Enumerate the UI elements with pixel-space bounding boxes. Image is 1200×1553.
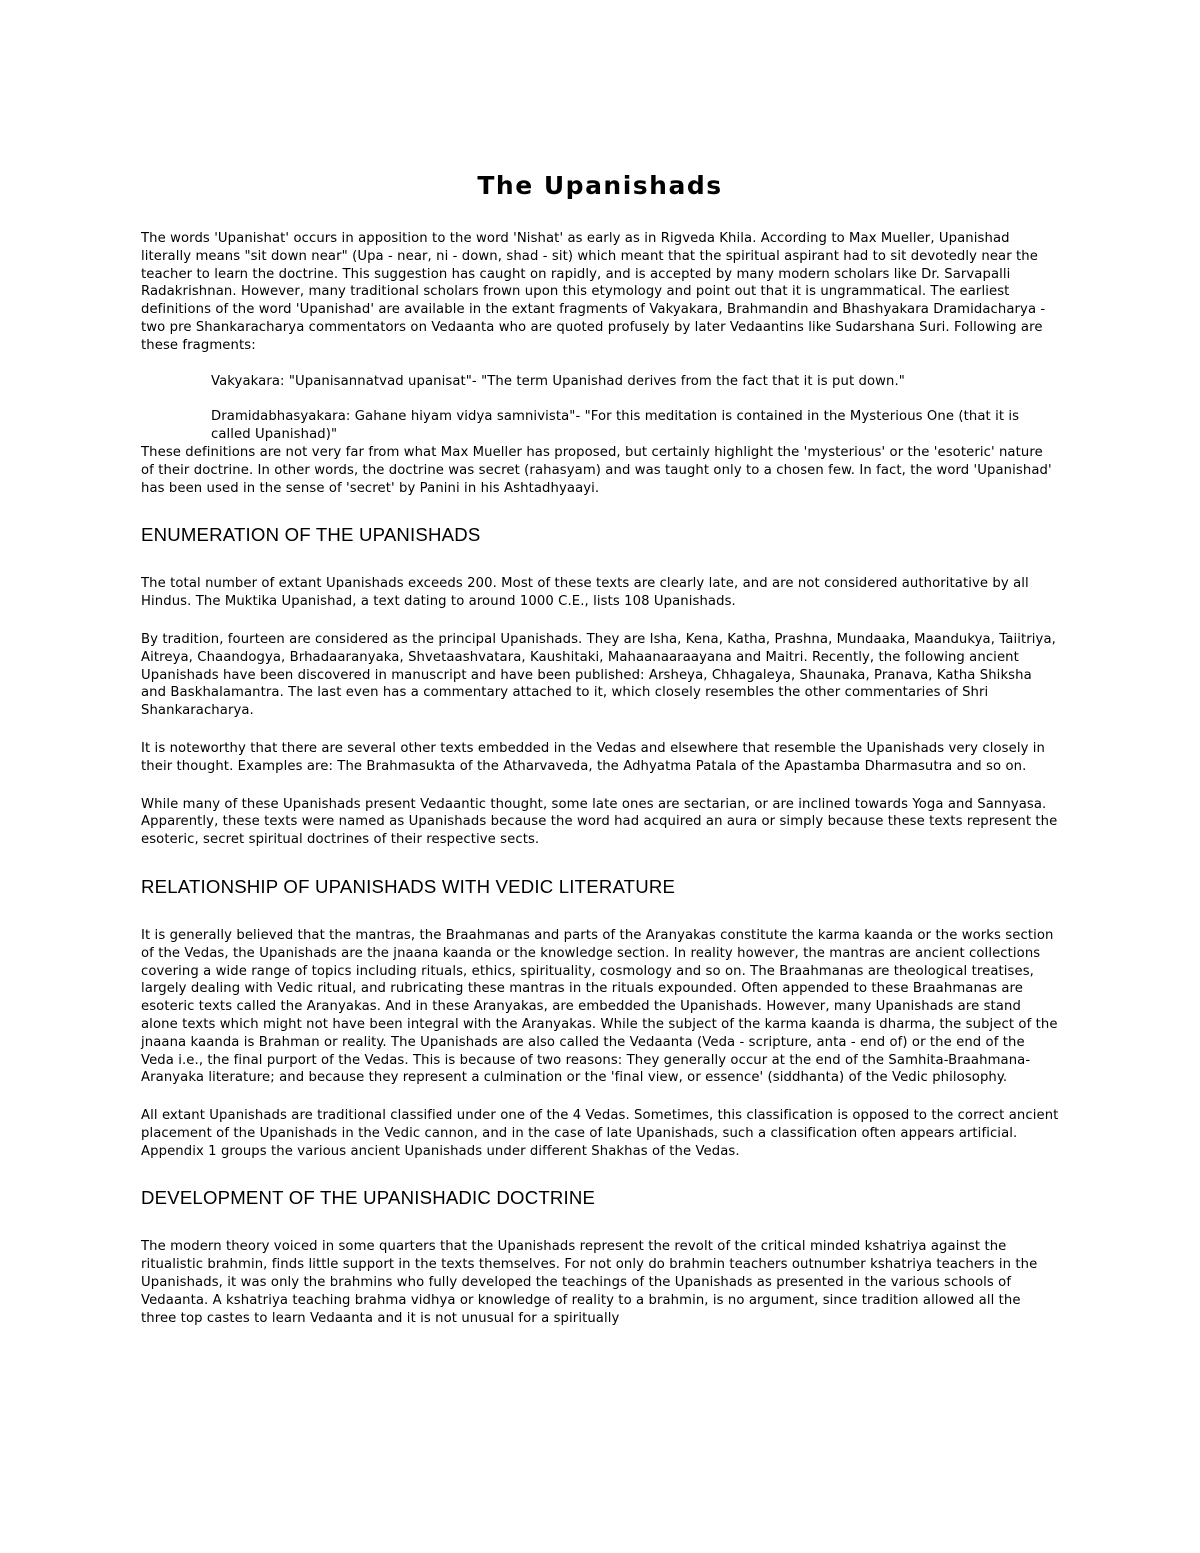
intro-paragraph-2: These definitions are not very far from what Max Mueller has proposed, but certainly highlight the 'mysterious' or the 'esoteric' nature of their doctrine. In other words, the doctrine was secret (rahasyam) and was taught only to a chosen few. In fact, the word 'Upanishad' has been used in the sense of 'secret' by Panini in his Ashtadhyaayi. [141, 444, 1052, 496]
document-page [141, 168, 1059, 1327]
enumeration-paragraph-2: By tradition, fourteen are considered as the principal Upanishads. They are Isha, Kena, Katha, Prashna, Mundaaka, Maandukya, Taiitriya, Aitreya, Chaandogya, Brhadaaranyaka, Shvetaashvatara, Kaushitaki, Mahaanaaraayana and Maitri. Recently, the following ancient Upanishads have been discovered in manuscript and have been published: Arsheya, Chhagaleya, Shaunaka, Pranava, Katha Shiksha and Baskhalamantra. The last even has a commentary attached to it, which closely resembles the other commentaries of Shri Shankaracharya. [141, 631, 1056, 719]
section-heading-relationship: RELATIONSHIP OF UPANISHADS WITH VEDIC LITERATURE [141, 875, 676, 897]
intro-paragraph-1: The words 'Upanishat' occurs in apposition to the word 'Nishat' as early as in Rigveda Khila. According to Max Mueller, Upanishad literally means "sit down near" (Upa - near, ni - down, shad - sit) which meant that the spiritual aspirant had to sit devotedly near the teacher to learn the doctrine. This suggestion has caught on rapidly, and is accepted by many modern scholars like Dr. Sarvapalli Radakrishnan. However, many traditional scholars frown upon this etymology and point out that it is ungrammatical. The earliest definitions of the word 'Upanishad' are available in the extant fragments of Vakyakara, Brahmandin and Bhashyakara Dramidacharya - two pre Shankaracharya commentators on Vedaanta who are quoted profusely by later Vedaantins like Sudarshana Suri. Following are these fragments: [141, 231, 1046, 353]
section-heading-development: DEVELOPMENT OF THE UPANISHADIC DOCTRINE [141, 1187, 596, 1209]
enumeration-paragraph-4: While many of these Upanishads present Vedaantic thought, some late ones are sectarian, or are inclined towards Yoga and Sannyasa. Apparently, these texts were named as Upanishads because the word had acquired an aura or simply because these texts represent the esoteric, secret spiritual doctrines of their respective sects. [141, 796, 1058, 848]
quote-dramidabhasyakara: Dramidabhasyakara: Gahane hiyam vidya samnivista"- "For this meditation is contained in the Mysterious One (that it is called Upanishad)" [211, 409, 1020, 443]
enumeration-paragraph-1: The total number of extant Upanishads exceeds 200. Most of these texts are clearly late, and are not considered authoritative by all Hindus. The Muktika Upanishad, a text dating to around 1000 C.E., lists 108 Upanishads. [141, 576, 1029, 610]
development-paragraph-1: The modern theory voiced in some quarters that the Upanishads represent the revolt of the critical minded kshatriya against the ritualistic brahmin, finds little support in the texts themselves. For not only do brahmin teachers outnumber kshatriya teachers in the Upanishads, it was only the brahmins who fully developed the teachings of the Upanishads as presented in the various schools of Vedaanta. A kshatriya teaching brahma vidhya or knowledge of reality to a brahmin, is no argument, since tradition allowed all the three top castes to learn Vedaanta and it is not unusual for a spiritually [141, 1239, 1038, 1326]
section-heading-enumeration: ENUMERATION OF THE UPANISHADS [141, 524, 481, 546]
relationship-paragraph-1: It is generally believed that the mantras, the Braahmanas and parts of the Aranyakas constitute the karma kaanda or the works section of the Vedas, the Upanishads are the jnaana kaanda or the knowledge section. In reality however, the mantras are ancient collections covering a wide range of topics including rituals, ethics, spirituality, cosmology and so on. The Braahmanas are theological treatises, largely dealing with Vedic ritual, and rubricating these mantras in the rituals expounded. Often appended to these Braahmanas are esoteric texts called the Aranyakas. And in these Aranyakas, are embedded the Upanishads. However, many Upanishads are stand alone texts which might not have been integral with the Aranyakas. While the subject of the karma kaanda is dharma, the subject of the jnaana kaanda is Brahman or reality. The Upanishads are also called the Vedaanta (Veda - scripture, anta - end of) or the end of the Veda i.e., the final purport of the Vedas. This is because of two reasons: They generally occur at the end of the Samhita-Braahmana-Aranyaka literature; and because they represent a culmination or the 'final view, or essence' (siddhanta) of the Vedic philosophy. [141, 927, 1058, 1086]
quote-vakyakara: Vakyakara: "Upanisannatvad upanisat"- "The term Upanishad derives from the fact that it is put down." [211, 373, 905, 389]
enumeration-paragraph-3: It is noteworthy that there are several other texts embedded in the Vedas and elsewhere that resemble the Upanishads very closely in their thought. Examples are: The Brahmasukta of the Atharvaveda, the Adhyatma Patala of the Apastamba Dharmasutra and so on. [141, 740, 1046, 774]
relationship-paragraph-2: All extant Upanishads are traditional classified under one of the 4 Vedas. Sometimes, this classification is opposed to the correct ancient placement of the Upanishads in the Vedic cannon, and in the case of late Upanishads, such a classification often appears artificial. Appendix 1 groups the various ancient Upanishads under different Shakhas of the Vedas. [141, 1108, 1059, 1159]
page-title: The Upanishads [477, 171, 723, 200]
